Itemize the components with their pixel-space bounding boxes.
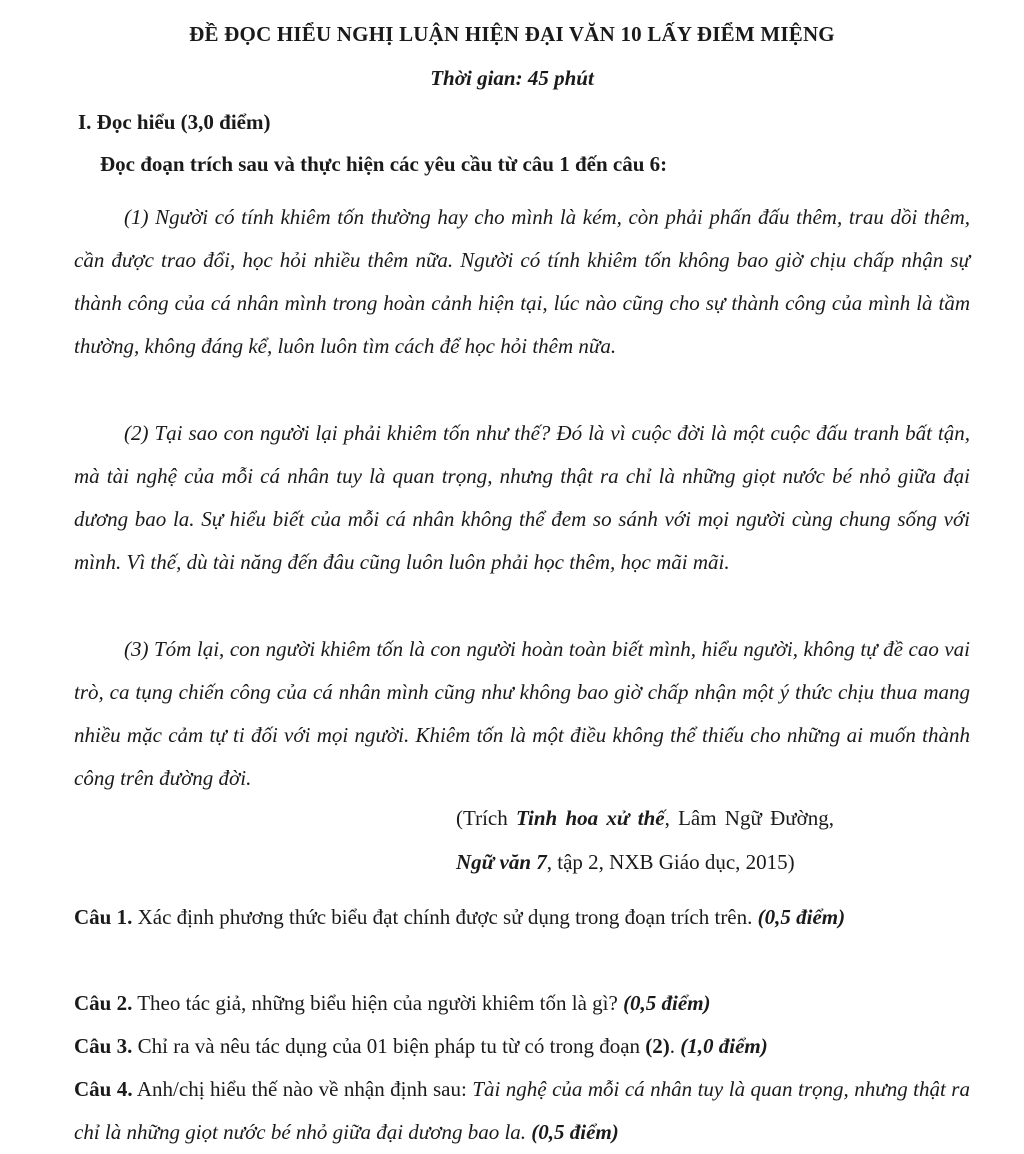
question-3-score: (1,0 điểm)	[680, 1034, 768, 1058]
passage-paragraph-2: (2) Tại sao con người lại phải khiêm tốn như thế? Đó là vì cuộc đời là một cuộc đấu tranh bất tận, mà tài nghệ của mỗi cá nhân tuy là quan trọng, nhưng thật ra chỉ là những giọt nước bé nhỏ giữa đại dương bao la. Sự hiểu biết của mỗi cá nhân không thể đem so sánh với mọi người cùng chung sống với mình. Vì thế, dù tài năng đến đâu cũng luôn luôn phải học thêm, học mãi mãi.	[74, 421, 970, 574]
source-book-title: Ngữ văn 7	[456, 850, 547, 874]
question-4-score: (0,5 điểm)	[531, 1120, 619, 1144]
exam-time: Thời gian: 45 phút	[430, 66, 594, 90]
question-2-text: Theo tác giả, những biểu hiện của người khiêm tốn là gì?	[132, 991, 624, 1015]
question-1	[74, 896, 970, 939]
question-2-label: Câu 2.	[74, 991, 133, 1015]
section-instruction: Đọc đoạn trích sau và thực hiện các yêu cầu từ câu 1 đến câu 6:	[100, 152, 668, 176]
question-1-text: Xác định phương thức biểu đạt chính được sử dụng trong đoạn trích trên.	[132, 905, 758, 929]
section-heading: I. Đọc hiểu (3,0 điểm)	[78, 110, 271, 134]
source-details: , tập 2, NXB Giáo dục, 2015)	[546, 850, 795, 874]
question-4	[74, 1068, 970, 1154]
question-2	[74, 982, 970, 1025]
source-citation-line-1	[456, 806, 936, 831]
question-3-label: Câu 3.	[74, 1034, 133, 1058]
question-4-label: Câu 4.	[74, 1077, 133, 1101]
passage-paragraph-3: (3) Tóm lại, con người khiêm tốn là con người hoàn toàn biết mình, hiểu người, không tự đề cao vai trò, ca tụng chiến công của cá nhân mình cũng như không bao giờ chấp nhận một ý thức chịu thua mang nhiều mặc cảm tự ti đối với mọi người. Khiêm tốn là một điều không thể thiếu cho những ai muốn thành công trên đường đời.	[74, 637, 970, 790]
passage-paragraph-1: (1) Người có tính khiêm tốn thường hay cho mình là kém, còn phải phấn đấu thêm, trau dồi thêm, cần được trao đổi, học hỏi nhiều thêm nữa. Người có tính khiêm tốn không bao giờ chịu chấp nhận sự thành công của cá nhân mình trong hoàn cảnh hiện tại, lúc nào cũng cho sự thành công của mình là tầm thường, không đáng kể, luôn luôn tìm cách để học hỏi thêm nữa.	[74, 205, 970, 358]
question-3-text-2: .	[669, 1034, 681, 1058]
source-citation-line-2	[456, 850, 936, 875]
question-1-score: (0,5 điểm)	[757, 905, 846, 929]
source-work-title: Tinh hoa xử thế	[515, 806, 665, 830]
question-3-emphasis: (2)	[645, 1034, 670, 1058]
exam-title: ĐỀ ĐỌC HIỂU NGHỊ LUẬN HIỆN ĐẠI VĂN 10 LẤY ĐIỂM MIỆNG	[189, 22, 835, 46]
source-author: , Lâm Ngữ Đường,	[664, 806, 835, 830]
question-3-text: Chỉ ra và nêu tác dụng của 01 biện pháp tu từ có trong đoạn	[132, 1034, 646, 1058]
question-2-score: (0,5 điểm)	[623, 991, 711, 1015]
question-4-quote: Tài nghệ của mỗi cá nhân tuy là quan trọng, nhưng thật ra chỉ là những giọt nước bé nhỏ giữa đại dương bao la.	[74, 1077, 970, 1144]
question-4-text: Anh/chị hiểu thế nào về nhận định sau:	[132, 1077, 473, 1101]
source-prefix: (Trích	[456, 806, 516, 830]
question-3	[74, 1025, 970, 1068]
question-1-label: Câu 1.	[74, 905, 133, 929]
